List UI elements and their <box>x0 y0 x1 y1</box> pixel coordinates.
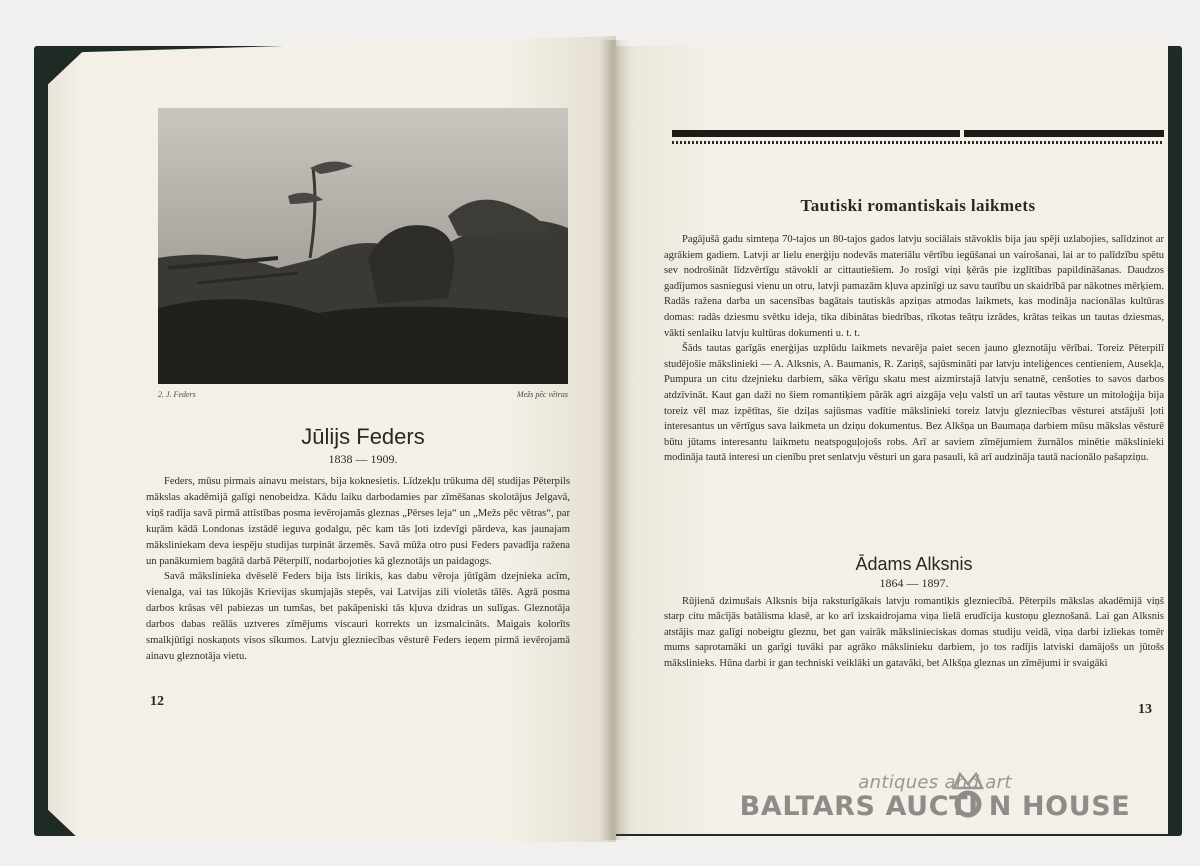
left-page-body <box>146 474 570 665</box>
watermark-tagline: antiques and art <box>858 772 1012 793</box>
paragraph: Savā mākslinieka dvēselē Feders bija īsts lirikis, kas dabu vēroja jūtīgām dzejnieka acīm, vienalga, vai tas lūkojās Krievijas skumjajās stepēs, vai Latvijas zili violetās tālēs. Agrā posma darbos krāsas vēl pabiezas un tumšas, bet pakāpeniski tās kļuva dzidras un sulīgas. Gleznotāja darbos dabas reālās uztveres zīmējums viscauri korrekts un izsmalcināts. Maigais kolorīts smalkjūtīgi noskaņots visos sīkumos. Latvju glezniecības vēsturē Feders ieņem pirmā ievērojamā ainavu gleznotāja vietu. <box>146 571 570 662</box>
paragraph: Šāds tautas garīgās enerģijas uzplūdu laikmets nevarēja paiet secen jauno gleznotāju vērībai. Toreiz Pēterpilī studējošie mākslinieki — A. Alksnis, A. Baumanis, R. Zariņš, sajūsmināti par latvju inteliģences centieniem, Ausekļa, Pumpura un citu dzejnieku darbiem, sāka vērīgu skatu mest aizmirstajā latvju senatnē, cenšoties to savos darbos atdzīvināt. Kaut gan daži no šiem romantiķiem pārāk agri aizgāja veļu valstī un arī tautas vēsture un mitoloģija bija toreiz vēl maz izpētītas, šie dziļas sajūsmas vadītie mākslinieki toreiz latvju glezniecības vēsturei atstājuši ļoti interesantus un vērtīgus sava laikmeta un dziņu dokumentus. Bez Alkšņa un Baumaņa darbiem mūsu mākslas vēsturē būtu jūtams interesantu laikmetu neatspoguļojošs robs. Arī ar saviem zīmējumiem žurnālos minētie mākslinieki modināja tautā interesi un cienību pret senlatvju vēsturi un gara pasauli, kā arī audzināja tautā nacionālo pašapziņu. <box>664 343 1164 464</box>
spine-shadow <box>600 40 630 840</box>
decorative-rule-gap <box>960 130 964 137</box>
photo-caption-number: 2. J. Feders <box>158 390 196 399</box>
left-page-title: Jūlijs Feders <box>301 424 425 449</box>
photo-caption-title: Mežs pēc vētras <box>516 390 568 399</box>
crown-icon <box>948 768 988 820</box>
storm-forest-image <box>158 108 568 384</box>
section-years: 1864 — 1897. <box>879 576 949 590</box>
page-number-right: 13 <box>1138 702 1152 717</box>
left-page-years: 1838 — 1909. <box>328 452 398 466</box>
paragraph: Rūjienā dzimušais Alksnis bija raksturīgākais latvju romantiķis glezniecībā. Pēterpils mākslas akadēmijā viņš starp citu mācījās batālisma klasē, ar ko arī izskaidrojama viņa lielā erudīcija kustoņu gleznošanā. Lai gan Alksnis atstājis maz galīgi nobeigtu gleznu, bet gan vairāk mākslinieciskas domas studiju veidā, viņa darbi izliekas tomēr mums saprotamāki un garīgi tuvāki par agrāko mākslinieku darbiem, jo tos radījis latviski damājošs un jūtošs mākslinieks. Hūna darbi ir gan techniski veiklāki un gatavāki, bet Alkšņa gleznas un zīmējumi ir svaigāki <box>664 596 1164 669</box>
chapter-title: Tautiski romantiskais laikmets <box>800 196 1036 215</box>
section-title: Ādams Alksnis <box>855 554 973 574</box>
section-body <box>664 594 1164 671</box>
right-page-body <box>664 232 1164 466</box>
watermark-brand: BALTARS AUCTI N HOUSE <box>739 791 1131 822</box>
watermark <box>720 772 1150 822</box>
paragraph: Pagājušā gadu simteņa 70-tajos un 80-tajos gados latvju sociālais stāvoklis bija jau spēji uzlabojies, salīdzinot ar agrākiem gadiem. Latvji ar lielu enerģiju nodevās materiālu vērtību iegūšanai un vairošanai, lai ar to palīdzību spētu sev nodrošināt līdzvērtīgu stāvokli ar cittautiešiem. Jo rosīgi viņi ķērās pie izglītības papildināšanas. Daudzos gadījumos sasniegusi vienu un otru, latvji pamazām kļuva apzinīgi uz savu tautību un skaidrībā par nākotnes mērķiem. Radās ražena darba un sacensības bagātais tautiskās apziņas atmodas laikmets, kas modināja nacionālas kultūras domas: radās dziesmu svētku ideja, tika dibinātas biedrības, rīkotas teātŗu izrādes, krātas teikas un tautas dziesmas, vākti senlaiku latvju kultūras dokumenti u. t. t. <box>664 234 1164 339</box>
landscape-photo <box>158 108 568 384</box>
decorative-rule <box>672 130 1164 137</box>
page-number-left: 12 <box>150 694 164 709</box>
decorative-dotted-rule <box>672 141 1164 144</box>
paragraph: Feders, mūsu pirmais ainavu meistars, bija koknesietis. Līdzekļu trūkuma dēļ studijas Pēterpils mākslas akadēmijā galīgi nenobeidza. Kādu laiku darbodamies par zīmēšanas skolotājus Jelgavā, viņš radīja savā pirmā attīstības posma ievērojamās gleznas „Pērses leja“ un „Mežs pēc vētras“, par kuŗām kādā Londonas izstādē ieguva godalgu, pēc kam tās ļoti izdevīgi pārdeva, kas jaunajam māksliniekam deva iespēju studijas turpināt ārzemēs. Savā mūža otro pusi Feders pavadīja ražena un panākumiem bagātā darbā Pēterpilī, nodarbojoties kā gleznotājs un paidagogs. <box>146 476 570 567</box>
